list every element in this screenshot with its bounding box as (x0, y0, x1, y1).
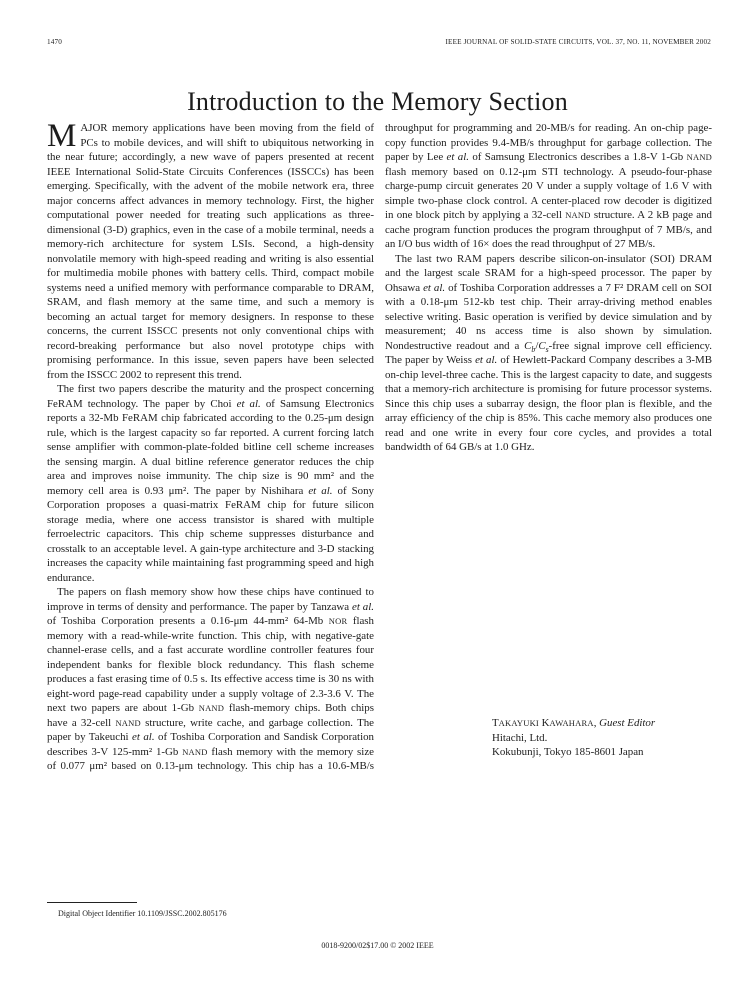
paragraph (47, 118, 374, 382)
editor-address: Kokubunji, Tokyo 185-8601 Japan (492, 746, 644, 758)
article-body (47, 118, 712, 776)
paragraph: The first two papers describe the maturity and the prospect concerning FeRAM technology. The paper by Choi et al. of Samsung Electronics reports a 32-Mb FeRAM chip fabricated according to the 0.25-μm design rule, which is the largest capacity so far reported. A current forcing latch sense amplifier with common-plate-folded bitline cell scheme increases the sensing margin. A dual bitline reference generator reduces the chip area and improves noise immunity. The chip size is 90 mm² and the memory cell area is 0.93 μm². The paper by Nishihara et al. of Sony Corporation proposes a quasi-matrix FeRAM chip for future silicon storage media, where one access transistor is shared with multiple ferroelectric capacitors. This chip scheme suppresses disturbance and crosstalk to an acceptable level. A gain-type architecture and 3-D stacking increases the capacity while maintaining fast programming speed and high endurance. (47, 383, 375, 584)
editor-signature (492, 716, 655, 760)
running-header (47, 38, 711, 46)
doi-footnote (47, 902, 227, 918)
editor-name: TAKAYUKI KAWAHARA, Guest Editor (492, 717, 656, 729)
page-number: 1470 (47, 38, 62, 46)
page-title: Introduction to the Memory Section (187, 87, 568, 117)
paragraph: The last two RAM papers describe silicon-on-insulator (SOI) DRAM and the largest scale SRAM for a high-speed processor. The paper by Ohsawa et al. of Toshiba Corporation addresses a 7 F² DRAM cell on SOI with a 0.18-μm 512-kb test chip. Their array-driving method enables selective writing. Basic operation is verified by device simulation and by measurement; 40 ns access time is also shown by simulation. Nondestructive readout and a $C_b/C_s$-free signal improve cell efficiency. The paper by Weiss et al. of Hewlett-Packard Company describes a 3-MB on-chip level-three cache. This is the largest capacity to date, and suggests that a memory-rich architecture is promising for future processor systems. Since this chip uses a subarray design, the floor plan is flexible, and the array efficiency of the chip is 85%. This cache memory also produces one read and one write in every four core cycles, and provides a total bandwidth of 64 GB/s at 1.0 GHz. (385, 252, 712, 453)
footnote-rule (47, 902, 137, 903)
doi-text: Digital Object Identifier 10.1109/JSSC.2002.805176 (58, 909, 227, 918)
paragraph-text: AJOR memory applications have been moving from the field of PCs to mobile devices, and will shift to ubiquitous networking in the near future; accordingly, a new wave of papers presented at recent IEEE International Solid-State Circuits Conferences (ISSCCs) has been emerging. Specifically, with the advent of the mobile network era, three major concerns affect advances in memory technology. First, the higher computational power needed for treating such applications as three-dimensional (3-D) graphics, even in the case of a mobile terminal, needs a memory-rich architecture for system LSIs. Second, a high-density nonvolatile memory with high-speed reading and writing is also essential for multimedia mobile phones with battery cells. Third, compact mobile systems need a unified memory with performance comparable to DRAM, SRAM, and flash memory at the same time, and such a memory is becoming an actual target for memory designers. In response to these concerns, the current ISSCC presents not only conventional chips with record-breaking performance but also novel prototype chips with promising performance. In this issue, seven papers have been selected from the ISSCC 2002 to represent this trend. (47, 122, 374, 381)
paragraph: The papers on flash memory show how these chips have continued to improve in terms of density and performance. The paper by Tanzawa et al. of Toshiba Corporation presents a 0.16-μm 44-mm² 64-Mb NOR flash memory with a read-while-write function. This chip, with negative-gate channel-erase cells, and a fast accurate wordline controller features four independent banks for flexible block redundancy. This flash scheme produces a fast erasing time of 0.5 s. Its effective access time is 30 ns with eight-word page-read capability under a supply voltage of 2.3-3.6 V. The next two papers are about 1-Gb NAND flash-memory chips. Both chips have a 32-cell NAND structure, write cache, and garbage collection. The paper by Takeuchi et al. of Toshiba Corporation and Sandisk Corporation describes 3-V 125-mm² 1-Gb NAND flash memory with the memory size of 0.077 μm² based on 0.13-μm technology. This chip has a 10.6-MB/s throughput for programming and 20-MB/s for reading. An on-chip page-copy function provides 9.4-MB/s throughput for garbage collection. The paper by Lee et al. of Samsung Electronics describes a 1.8-V 1-Gb NAND flash memory based on 0.12-μm STI technology. A pseudo-four-phase charge-pump circuit generates 20 V under a supply voltage of 1.6 V with simple two-phase clock control. A center-placed row decoder is digitized in one block pitch by applying a 32-cell NAND structure. A 2 kB page and cache program function produces the program throughput of 7 MB/s, and an I/O bus width of 16× does the read throughput of 27 MB/s. (47, 122, 712, 772)
dropcap: M (47, 118, 77, 154)
copyright-line: 0018-9200/02$17.00 © 2002 IEEE (321, 941, 434, 950)
editor-affiliation: Hitachi, Ltd. (492, 731, 548, 744)
journal-title: IEEE JOURNAL OF SOLID-STATE CIRCUITS, VOL. 37, NO. 11, NOVEMBER 2002 (445, 38, 711, 46)
